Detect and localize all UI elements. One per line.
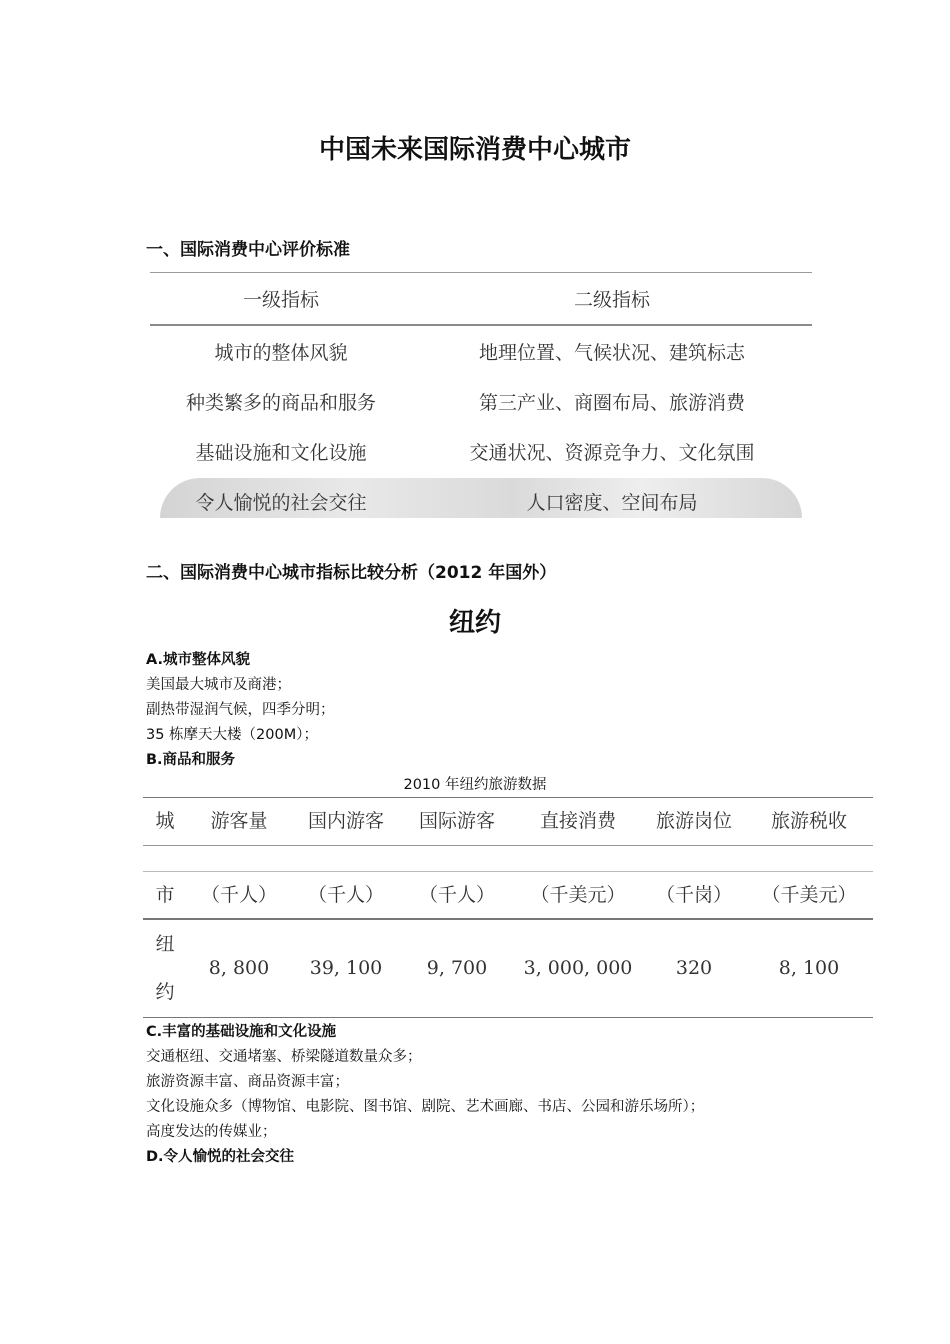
table-unit-cell: （千岗） bbox=[655, 884, 732, 906]
table-cell: 交通状况、资源竞争力、文化氛围 bbox=[469, 441, 755, 464]
table-rule bbox=[143, 797, 873, 798]
text-line: 副热带湿润气候，四季分明； bbox=[146, 702, 335, 718]
table-unit-cell: （千人） bbox=[418, 884, 495, 906]
text-line: 交通枢纽、交通堵塞、桥梁隧道数量众多； bbox=[146, 1049, 422, 1065]
table-unit-cell: 市 bbox=[155, 884, 175, 906]
table-row-label: 纽 bbox=[155, 933, 175, 955]
table-header-cell: 城 bbox=[155, 810, 175, 832]
table-cell: 令人愉悦的社会交往 bbox=[195, 491, 367, 514]
table-header-cell: 二级指标 bbox=[412, 273, 812, 326]
text-line: 旅游资源丰富、商品资源丰富； bbox=[146, 1074, 349, 1090]
table-cell: 8, 100 bbox=[778, 957, 840, 979]
table-header-cell: 旅游税收 bbox=[770, 810, 847, 832]
table-unit-cell: （千人） bbox=[200, 884, 277, 906]
section-heading-evaluation-standard: 一、国际消费中心评价标准 bbox=[146, 240, 350, 260]
table-header-cell: 直接消费 bbox=[539, 810, 616, 832]
table-header-cell: 游客量 bbox=[210, 810, 268, 832]
table-cell: 3, 000, 000 bbox=[523, 957, 633, 979]
table-cell: 城市的整体风貌 bbox=[214, 341, 348, 364]
table-unit-cell: （千美元） bbox=[530, 884, 626, 906]
indicator-table bbox=[150, 272, 812, 518]
table-cell: 39, 100 bbox=[309, 957, 383, 979]
table-header-cell: 国际游客 bbox=[418, 810, 495, 832]
table-cell: 人口密度、空间布局 bbox=[526, 491, 698, 514]
city-title: 纽约 bbox=[448, 608, 501, 638]
table-header-cell: 一级指标 bbox=[150, 273, 412, 326]
table-header-cell: 国内游客 bbox=[307, 810, 384, 832]
table-unit-cell: （千人） bbox=[307, 884, 384, 906]
section-heading-comparison: 二、国际消费中心城市指标比较分析（2012 年国外） bbox=[146, 563, 557, 583]
text-line: 35 栋摩天大楼（200M）； bbox=[146, 727, 318, 743]
tourism-table bbox=[143, 797, 873, 1018]
table-unit-cell: （千美元） bbox=[761, 884, 857, 906]
subsection-heading-b: B.商品和服务 bbox=[146, 752, 236, 768]
section-a-block bbox=[146, 648, 335, 773]
table-cell: 320 bbox=[675, 957, 713, 979]
table-cell: 第三产业、商圈布局、旅游消费 bbox=[478, 391, 745, 414]
indicator-table-image bbox=[150, 272, 812, 518]
table-row bbox=[150, 325, 812, 376]
table-rule bbox=[143, 1017, 873, 1018]
table-row bbox=[150, 426, 812, 476]
text-line: 美国最大城市及商港； bbox=[146, 677, 291, 693]
text-line: 高度发达的传媒业； bbox=[146, 1124, 277, 1140]
table-cell: 种类繁多的商品和服务 bbox=[185, 391, 376, 414]
table-rule bbox=[143, 845, 873, 846]
table-cell: 8, 800 bbox=[208, 957, 270, 979]
subsection-heading-a: A.城市整体风貌 bbox=[146, 652, 250, 668]
table-header-cell: 旅游岗位 bbox=[655, 810, 732, 832]
table-header-row bbox=[150, 273, 812, 326]
table-rule bbox=[143, 918, 873, 920]
table-row-label: 约 bbox=[155, 981, 175, 1003]
section-c-block bbox=[146, 1020, 704, 1170]
table-cell: 地理位置、气候状况、建筑标志 bbox=[478, 341, 745, 364]
text-line: 文化设施众多（博物馆、电影院、图书馆、剧院、艺术画廊、书店、公园和游乐场所）； bbox=[146, 1099, 705, 1115]
table-row bbox=[150, 376, 812, 426]
table-cell: 基础设施和文化设施 bbox=[195, 441, 367, 464]
subsection-heading-d: D.令人愉悦的社会交往 bbox=[146, 1149, 295, 1165]
table-cell: 9, 700 bbox=[426, 957, 488, 979]
subsection-heading-c: C.丰富的基础设施和文化设施 bbox=[146, 1024, 337, 1040]
table-rule bbox=[143, 871, 873, 872]
table-caption: 2010 年纽约旅游数据 bbox=[403, 777, 547, 793]
page-title: 中国未来国际消费中心城市 bbox=[318, 135, 631, 165]
table-row bbox=[150, 476, 812, 518]
